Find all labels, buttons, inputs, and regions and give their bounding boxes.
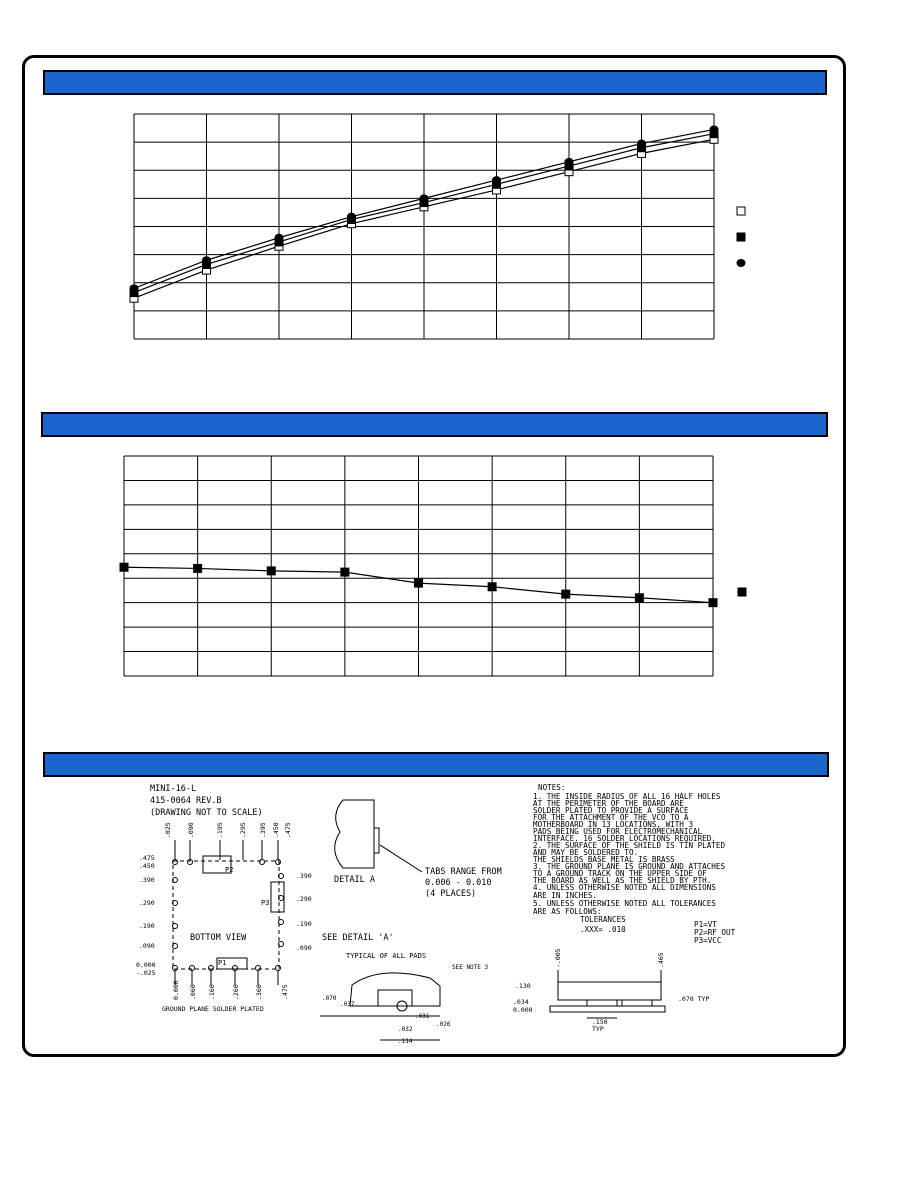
pad-dim-1: .037 <box>340 1001 355 1008</box>
side-dim-7: TYP <box>592 1025 604 1033</box>
chart-2-data-point <box>562 590 570 598</box>
dim-top-6: .475 <box>284 822 292 838</box>
dim-right-2: .190 <box>296 920 312 928</box>
pad-dim-4: .026 <box>436 1021 451 1028</box>
chart-1-data-point <box>565 158 574 166</box>
chart-1-legend-marker <box>737 207 745 215</box>
part-name: MINI-16-L <box>150 784 197 794</box>
side-dim-3: .034 <box>513 998 529 1006</box>
pad-dim-2: .031 <box>415 1013 430 1020</box>
tabs-label-1: TABS RANGE FROM <box>425 867 502 877</box>
chart-2-data-point <box>194 564 202 572</box>
dim-bottom-2: .160 <box>208 984 216 1000</box>
note-line: FOR THE ATTACHMENT OF THE VCO TO A <box>533 813 689 822</box>
note-line: 4. UNLESS OTHERWISE NOTED ALL DIMENSIONS <box>533 883 716 892</box>
note-line: SOLDER PLATED TO PROVIDE A SURFACE <box>533 806 689 815</box>
chart-1-data-point <box>275 234 284 242</box>
chart-2-data-point <box>120 563 128 571</box>
chart-1-legend-marker <box>737 233 745 241</box>
tabs-label-2: 0.006 - 0.010 <box>425 878 492 888</box>
tabs-label-3: (4 PLACES) <box>425 889 477 899</box>
tolerances-label: TOLERANCES <box>580 915 626 924</box>
chart-2-data-point <box>415 579 423 587</box>
dim-left-1: .450 <box>139 862 155 870</box>
chart-1-data-point <box>492 176 501 184</box>
pad-dim-5: .114 <box>398 1038 413 1045</box>
side-dim-0: -.005 <box>554 948 562 968</box>
dim-right-3: .090 <box>296 944 312 952</box>
dim-top-4: .395 <box>259 822 267 838</box>
chart-2-data-point <box>709 599 717 607</box>
dim-bottom-5: .475 <box>281 984 289 1000</box>
note-line: 2. THE SURFACE OF THE SHIELD IS TIN PLATED <box>533 841 726 850</box>
chart-1-data-point <box>420 194 429 202</box>
ground-plane-label: GROUND PLANE SOLDER PLATED <box>162 1005 264 1013</box>
note-line: ARE AS FOLLOWS: <box>533 907 602 916</box>
dim-top-3: .295 <box>239 822 247 838</box>
part-number: 415-0064 REV.B <box>150 796 222 806</box>
pin-legend: P3=VCC <box>694 936 722 945</box>
chart-1-data-point <box>130 284 139 292</box>
chart-1-data-point <box>347 213 356 221</box>
see-detail-label: SEE DETAIL 'A' <box>322 933 394 943</box>
dim-left-5: .090 <box>139 942 155 950</box>
dim-top-2: .195 <box>216 822 224 838</box>
see-note-label: SEE NOTE 3 <box>452 964 489 971</box>
side-dim-6: .150 <box>592 1018 608 1026</box>
note-line: 3. THE GROUND PLANE IS GROUND AND ATTACHES <box>533 862 726 871</box>
pad-dim-0: .070 <box>322 995 337 1002</box>
note-line: TO A GROUND TRACK ON THE UPPER SIDE OF <box>533 869 707 878</box>
chart-1-data-point <box>202 256 211 264</box>
dim-top-5: .450 <box>272 822 280 838</box>
dim-left-0: .475 <box>139 854 155 862</box>
side-dim-2: .130 <box>515 982 531 990</box>
dim-bottom-0: 0.000 <box>172 980 180 1000</box>
dim-right-0: .390 <box>296 872 312 880</box>
chart-2-data-point <box>267 567 275 575</box>
chart-1-data-point <box>637 140 646 148</box>
note-line: AND MAY BE SOLDERED TO. <box>533 848 639 857</box>
note-line: PADS BEING USED FOR ELECTROMECHANICAL <box>533 827 703 836</box>
chart-2-data-point <box>488 583 496 591</box>
pin-legend: P2=RF OUT <box>694 928 736 937</box>
side-dim-4: 0.000 <box>513 1006 533 1014</box>
side-dim-1: .465 <box>657 952 665 968</box>
note-line: INTERFACE. 16 SOLDER LOCATIONS REQUIRED. <box>533 834 716 843</box>
chart-1-legend-marker <box>737 259 746 267</box>
dim-left-7: -.025 <box>136 969 156 977</box>
pin-p1-label: P1 <box>218 959 227 967</box>
notes-title: NOTES: <box>538 783 566 792</box>
dim-left-2: .390 <box>139 876 155 884</box>
note-line: THE BOARD AS WELL AS THE SHIELD BY PTH. <box>533 876 712 885</box>
note-line: AT THE PERIMETER OF THE BOARD ARE <box>533 799 684 808</box>
dim-top-1: .090 <box>187 822 195 838</box>
dim-left-6: 0.000 <box>136 961 156 969</box>
scale-note: (DRAWING NOT TO SCALE) <box>150 808 263 818</box>
dim-bottom-3: .260 <box>232 984 240 1000</box>
dim-bottom-1: .060 <box>189 984 197 1000</box>
pin-p2-label: P2 <box>225 866 234 874</box>
pad-dim-3: .032 <box>398 1026 413 1033</box>
typical-pads-label: TYPICAL OF ALL PADS <box>346 952 427 960</box>
note-line: 1. THE INSIDE RADIUS OF ALL 16 HALF HOLES <box>533 792 721 801</box>
pin-legend: P1=VT <box>694 920 717 929</box>
dim-right-1: .290 <box>296 895 312 903</box>
note-line: 5. UNLESS OTHERWISE NOTED ALL TOLERANCES <box>533 899 716 908</box>
pin-p3-label: P3 <box>261 899 270 907</box>
chart-1-data-point <box>710 125 719 133</box>
dim-bottom-4: .360 <box>255 984 263 1000</box>
dim-top-0: .025 <box>164 822 172 838</box>
detail-a-label: DETAIL A <box>334 875 375 885</box>
tolerance-value: .XXX= .010 <box>580 925 626 934</box>
dim-left-4: .190 <box>139 922 155 930</box>
chart-2-data-point <box>341 568 349 576</box>
note-line: MOTHERBOARD IN 13 LOCATIONS, WITH 3 <box>533 820 694 829</box>
dim-left-3: .290 <box>139 899 155 907</box>
bottom-view-label: BOTTOM VIEW <box>190 933 247 943</box>
chart-2-legend-marker <box>738 588 746 596</box>
chart-2-data-point <box>635 594 643 602</box>
note-line: THE SHIELDS BASE METAL IS BRASS <box>533 855 675 864</box>
side-dim-5: .070 TYP <box>678 995 710 1003</box>
note-line: ARE IN INCHES. <box>533 891 598 900</box>
